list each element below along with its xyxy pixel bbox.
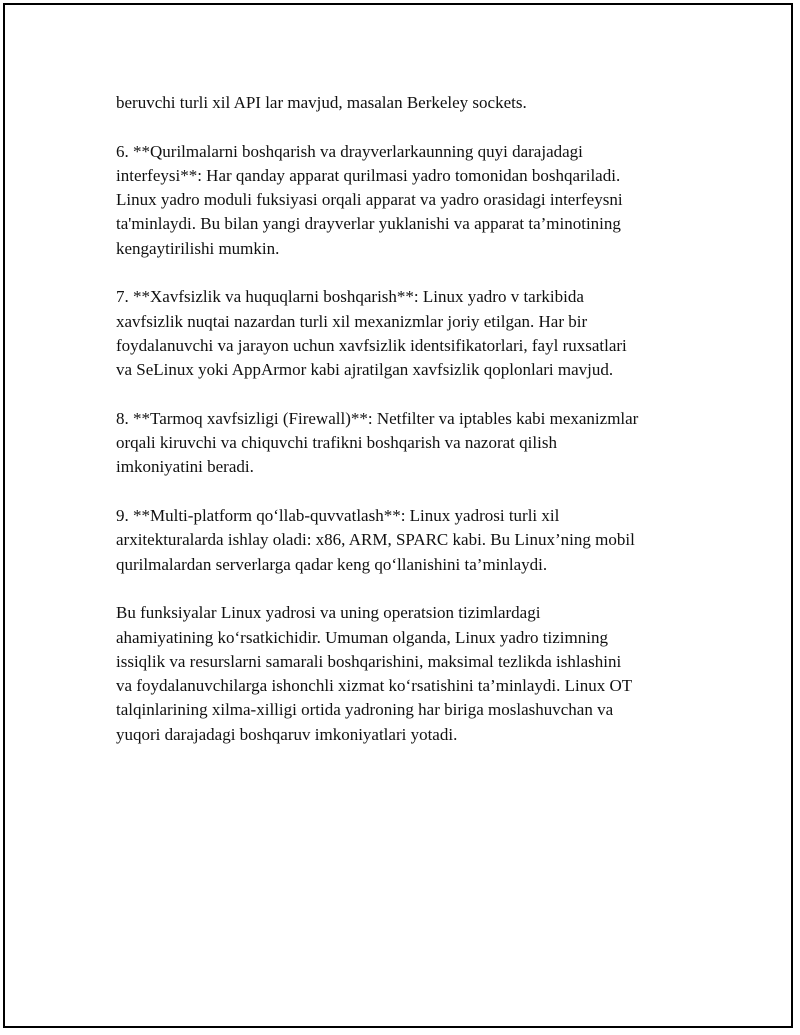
paragraph-multi-platform: 9. **Multi-platform qo‘llab-quvvatlash**: Linux yadrosi turli xil arxitekturalarda ishlay oladi: x86, ARM, SPARC kabi. Bu Linux’ning mobil qurilmalardan serverlarga qadar keng qo‘llanishini ta’minlaydi.: [116, 506, 635, 574]
document-body: [116, 91, 706, 771]
paragraph-device-management: 6. **Qurilmalarni boshqarish va drayverlarkaunning quyi darajadagi interfeysi**: Har qanday apparat qurilmasi yadro tomonidan boshqariladi. Linux yadro moduli fuksiyasi orqali apparat va yadro orasidagi interfeysni ta'minlaydi. Bu bilan yangi drayverlar yuklanishi va apparat ta’minotining kengaytirilishi mumkin.: [116, 141, 623, 258]
paragraph-conclusion: Bu funksiyalar Linux yadrosi va uning operatsion tizimlardagi ahamiyatining ko‘rsatkichidir. Umuman olganda, Linux yadro tizimning issiqlik va resurslarni samarali boshqarishini, maksimal tezlikda ishlashini va foydalanuvchilarga ishonchli xizmat ko‘rsatishini ta’minlaydi. Linux OT talqinlarining xilma-xilligi ortida yadroning har biriga moslashuvchan va yuqori darajadagi boshqaruv imkoniyatlari yotadi.: [116, 603, 633, 744]
paragraph-firewall: 8. **Tarmoq xavfsizligi (Firewall)**: Netfilter va iptables kabi mexanizmlar orqali kiruvchi va chiquvchi trafikni boshqarish va nazorat qilish imkoniyatini beradi.: [116, 408, 639, 477]
paragraph-api-continuation: beruvchi turli xil API lar mavjud, masalan Berkeley sockets.: [116, 93, 527, 112]
paragraph-security: 7. **Xavfsizlik va huquqlarni boshqarish**: Linux yadro v tarkibida xavfsizlik nuqtai nazardan turli xil mexanizmlar joriy etilgan. Har bir foydalanuvchi va jarayon uchun xavfsizlik identsifikatorlari, fayl ruxsatlari va SeLinux yoki AppArmor kabi ajratilgan xavfsizlik qoplonlari mavjud.: [116, 287, 627, 380]
